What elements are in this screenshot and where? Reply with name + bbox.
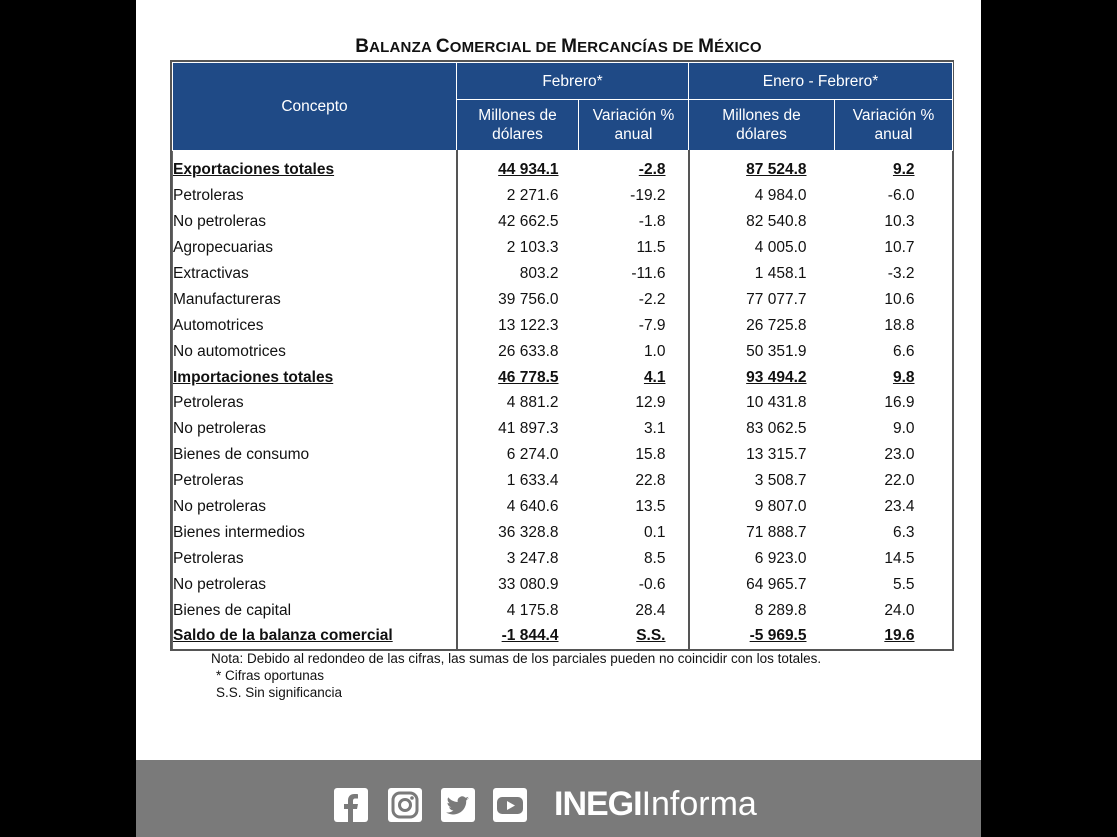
row-label	[173, 442, 457, 468]
row-feb-variacion	[579, 261, 689, 287]
row-feb-variacion-text: 3.1	[643, 420, 666, 438]
row-feb-millones-text: 13 122.3	[498, 316, 559, 334]
row-feb-millones-text: 33 080.9	[498, 575, 559, 593]
inegi-informa-logo	[554, 784, 757, 824]
header-period-febrero: Febrero*	[457, 63, 689, 100]
table-row	[173, 235, 953, 261]
row-label-text: Bienes intermedios	[173, 523, 305, 541]
row-feb-variacion	[579, 151, 689, 183]
row-feb-variacion-text: -1.8	[638, 213, 666, 231]
row-feb-millones	[457, 338, 579, 364]
table-row	[173, 519, 953, 545]
row-feb-millones	[457, 519, 579, 545]
row-label	[173, 261, 457, 287]
row-enefeb-variacion	[835, 519, 953, 545]
header-variacion-2: Variación % anual	[835, 100, 953, 151]
table-row	[173, 597, 953, 623]
row-label-text: Bienes de consumo	[173, 446, 310, 464]
table-title: BALANZA COMERCIAL DE MERCANCÍAS DE MÉXICO	[355, 36, 762, 57]
row-enefeb-variacion	[835, 151, 953, 183]
note-ss: S.S. Sin significancia	[216, 685, 343, 700]
table-row	[173, 338, 953, 364]
row-enefeb-variacion-text: 16.9	[884, 394, 915, 412]
row-feb-millones	[457, 442, 579, 468]
row-enefeb-variacion-text: 9.8	[892, 368, 915, 386]
row-feb-millones-text: 39 756.0	[498, 290, 559, 308]
twitter-icon[interactable]	[441, 788, 475, 822]
table-row	[173, 416, 953, 442]
header-concepto: Concepto	[173, 63, 457, 151]
row-label-text: No petroleras	[173, 498, 267, 516]
row-label-text: Automotrices	[173, 316, 264, 334]
facebook-icon[interactable]	[334, 788, 368, 822]
row-enefeb-variacion-text: 9.0	[892, 420, 915, 438]
row-enefeb-millones-text: 3 508.7	[754, 472, 807, 490]
row-enefeb-millones-text: 8 289.8	[754, 601, 807, 619]
row-label-text: No automotrices	[173, 342, 286, 360]
row-feb-millones	[457, 571, 579, 597]
row-enefeb-millones-text: 13 315.7	[746, 446, 807, 464]
row-enefeb-variacion-text: 6.6	[892, 342, 915, 360]
row-enefeb-variacion-text: 18.8	[884, 316, 915, 334]
row-enefeb-variacion-text: 6.3	[892, 523, 915, 541]
row-feb-millones	[457, 364, 579, 390]
row-enefeb-variacion	[835, 494, 953, 520]
youtube-icon[interactable]	[493, 788, 527, 822]
row-feb-variacion	[579, 519, 689, 545]
row-enefeb-variacion-text: -6.0	[887, 187, 915, 205]
row-enefeb-millones-text: -5 969.5	[749, 627, 807, 645]
row-enefeb-millones-text: 77 077.7	[746, 290, 807, 308]
row-feb-millones-text: 803.2	[519, 265, 559, 282]
header-millones-1: Millones de dólares	[457, 100, 579, 151]
row-label-text: Exportaciones totales	[173, 161, 335, 179]
row-label-text: Saldo de la balanza comercial	[173, 627, 393, 645]
row-feb-millones-text: 4 175.8	[506, 601, 559, 619]
row-enefeb-variacion	[835, 442, 953, 468]
row-enefeb-millones	[689, 209, 835, 235]
row-feb-variacion	[579, 597, 689, 623]
row-enefeb-variacion-text: 10.3	[884, 213, 915, 231]
table-row	[173, 390, 953, 416]
table-row	[173, 571, 953, 597]
row-enefeb-millones-text: 82 540.8	[746, 213, 807, 231]
row-enefeb-millones-text: 71 888.7	[746, 523, 807, 541]
row-label-text: No petroleras	[173, 575, 267, 593]
instagram-icon[interactable]	[388, 788, 422, 822]
row-label	[173, 597, 457, 623]
row-label	[173, 338, 457, 364]
row-feb-variacion-text: 11.5	[636, 239, 666, 257]
row-feb-millones-text: 44 934.1	[498, 161, 559, 179]
table-row	[173, 545, 953, 571]
row-feb-millones-text: 41 897.3	[498, 420, 559, 438]
row-feb-variacion-text: 8.5	[643, 549, 666, 567]
row-feb-variacion	[579, 545, 689, 571]
row-enefeb-variacion	[835, 364, 953, 390]
row-feb-variacion	[579, 442, 689, 468]
row-enefeb-variacion-text: 5.5	[892, 575, 915, 593]
row-enefeb-millones-text: 93 494.2	[746, 368, 807, 386]
row-feb-variacion	[579, 364, 689, 390]
row-enefeb-millones	[689, 235, 835, 261]
row-enefeb-millones	[689, 494, 835, 520]
row-enefeb-variacion	[835, 209, 953, 235]
row-feb-variacion	[579, 286, 689, 312]
row-feb-variacion	[579, 209, 689, 235]
row-feb-variacion	[579, 571, 689, 597]
table-row	[173, 468, 953, 494]
row-enefeb-millones	[689, 261, 835, 287]
row-enefeb-variacion	[835, 571, 953, 597]
row-enefeb-variacion	[835, 390, 953, 416]
row-feb-millones-text: 42 662.5	[498, 213, 559, 231]
document-page	[136, 0, 981, 760]
row-enefeb-millones	[689, 545, 835, 571]
row-feb-variacion-text: 22.8	[635, 472, 666, 490]
table-row	[173, 151, 953, 183]
row-label	[173, 151, 457, 183]
row-enefeb-variacion	[835, 261, 953, 287]
row-feb-millones	[457, 286, 579, 312]
row-feb-millones-text: 1 633.4	[506, 472, 559, 490]
row-enefeb-variacion	[835, 235, 953, 261]
row-feb-variacion-text: 0.1	[643, 523, 666, 541]
row-enefeb-variacion	[835, 338, 953, 364]
row-label	[173, 519, 457, 545]
row-enefeb-variacion-text: 14.5	[884, 549, 915, 567]
row-enefeb-millones-text: 6 923.0	[754, 549, 807, 567]
row-feb-variacion-text: -2.2	[638, 290, 666, 308]
row-feb-millones	[457, 468, 579, 494]
row-enefeb-variacion	[835, 597, 953, 623]
row-feb-millones-text: 6 274.0	[506, 446, 559, 464]
row-feb-variacion	[579, 338, 689, 364]
row-enefeb-millones	[689, 151, 835, 183]
row-feb-millones	[457, 545, 579, 571]
row-enefeb-variacion	[835, 416, 953, 442]
row-feb-variacion-text: -2.8	[638, 161, 666, 179]
row-feb-millones	[457, 151, 579, 183]
row-enefeb-variacion-text: 23.0	[884, 446, 915, 464]
row-label-text: Manufactureras	[173, 290, 281, 308]
row-enefeb-variacion	[835, 468, 953, 494]
row-feb-millones-text: 2 271.6	[506, 187, 559, 205]
table-notes	[211, 650, 821, 701]
table-row	[173, 623, 953, 649]
row-enefeb-millones-text: 50 351.9	[746, 342, 807, 360]
table-row	[173, 261, 953, 287]
row-enefeb-variacion-text: 19.6	[884, 627, 915, 645]
note-cifras: * Cifras oportunas	[216, 668, 325, 683]
row-enefeb-millones	[689, 623, 835, 649]
row-label-text: Importaciones totales	[173, 368, 334, 386]
row-feb-millones-text: 36 328.8	[498, 523, 559, 541]
row-enefeb-millones	[689, 312, 835, 338]
row-enefeb-millones-text: 87 524.8	[746, 161, 807, 179]
row-feb-variacion	[579, 312, 689, 338]
row-feb-millones	[457, 235, 579, 261]
row-feb-millones	[457, 209, 579, 235]
table-row	[173, 442, 953, 468]
brand-rest: Informa	[641, 785, 757, 823]
row-label	[173, 209, 457, 235]
row-enefeb-millones	[689, 338, 835, 364]
row-enefeb-variacion	[835, 286, 953, 312]
row-feb-millones	[457, 597, 579, 623]
row-enefeb-millones	[689, 597, 835, 623]
row-enefeb-variacion-text: -3.2	[887, 265, 915, 282]
row-feb-millones-text: 46 778.5	[498, 368, 559, 386]
row-enefeb-millones-text: 83 062.5	[746, 420, 807, 438]
row-feb-variacion-text: 1.0	[643, 342, 666, 360]
row-enefeb-variacion-text: 22.0	[884, 472, 915, 490]
row-label-text: No petroleras	[173, 420, 267, 438]
row-enefeb-millones-text: 1 458.1	[754, 265, 807, 282]
footer-bar	[136, 760, 981, 837]
note-rounding: Nota: Debido al redondeo de las cifras, las sumas de los parciales pueden no coincidir con los totales.	[211, 651, 822, 666]
row-feb-variacion-text: 28.4	[635, 601, 666, 619]
row-label	[173, 364, 457, 390]
row-feb-millones-text: 4 881.2	[506, 394, 559, 412]
row-label-text: Bienes de capital	[173, 601, 292, 619]
brand-bold: INEGI	[554, 785, 642, 823]
row-enefeb-variacion-text: 10.7	[884, 239, 915, 257]
table-row	[173, 312, 953, 338]
row-label-text: Petroleras	[173, 394, 244, 412]
row-enefeb-millones-text: 10 431.8	[746, 394, 807, 412]
row-label	[173, 183, 457, 209]
row-label	[173, 571, 457, 597]
row-enefeb-millones	[689, 390, 835, 416]
row-enefeb-millones	[689, 468, 835, 494]
row-enefeb-millones-text: 64 965.7	[746, 575, 807, 593]
row-feb-variacion-text: 13.5	[635, 498, 666, 516]
row-feb-millones	[457, 312, 579, 338]
row-label	[173, 312, 457, 338]
row-enefeb-millones	[689, 442, 835, 468]
row-label-text: Petroleras	[173, 472, 244, 490]
row-enefeb-millones	[689, 183, 835, 209]
row-enefeb-millones-text: 4 005.0	[754, 239, 807, 257]
table-row	[173, 183, 953, 209]
row-feb-millones-text: 4 640.6	[506, 498, 559, 516]
row-feb-variacion	[579, 468, 689, 494]
header-variacion-1: Variación % anual	[579, 100, 689, 151]
row-feb-variacion-text: -0.6	[638, 575, 666, 593]
table-row	[173, 286, 953, 312]
row-label-text: No petroleras	[173, 213, 267, 231]
header-period-enero-febrero: Enero - Febrero*	[689, 63, 953, 100]
row-feb-millones	[457, 183, 579, 209]
row-feb-variacion-text: -11.6	[631, 265, 666, 282]
row-label	[173, 468, 457, 494]
row-feb-variacion-text: 15.8	[635, 446, 666, 464]
row-enefeb-millones	[689, 416, 835, 442]
row-feb-variacion-text: -19.2	[630, 187, 666, 205]
trade-balance-table	[170, 60, 954, 651]
row-feb-variacion-text: -7.9	[638, 316, 666, 334]
row-feb-variacion	[579, 183, 689, 209]
row-feb-variacion-text: 12.9	[635, 394, 666, 412]
row-enefeb-millones	[689, 519, 835, 545]
row-feb-variacion-text: S.S.	[636, 627, 666, 645]
table-row	[173, 494, 953, 520]
row-feb-millones-text: 26 633.8	[498, 342, 559, 360]
table-row	[173, 209, 953, 235]
row-feb-millones	[457, 494, 579, 520]
row-feb-millones	[457, 416, 579, 442]
row-label	[173, 494, 457, 520]
row-enefeb-variacion-text: 23.4	[884, 498, 915, 516]
row-feb-variacion-text: 4.1	[643, 368, 666, 386]
row-label	[173, 235, 457, 261]
row-feb-millones-text: 2 103.3	[506, 239, 559, 257]
row-enefeb-variacion	[835, 623, 953, 649]
row-feb-variacion	[579, 623, 689, 649]
row-enefeb-variacion	[835, 183, 953, 209]
row-feb-millones-text: 3 247.8	[506, 549, 559, 567]
row-feb-millones	[457, 390, 579, 416]
row-enefeb-millones-text: 4 984.0	[754, 187, 807, 205]
row-feb-variacion	[579, 494, 689, 520]
row-label-text: Petroleras	[173, 549, 244, 567]
row-label	[173, 390, 457, 416]
row-enefeb-variacion	[835, 545, 953, 571]
row-feb-millones	[457, 623, 579, 649]
row-label-text: Extractivas	[173, 265, 249, 282]
row-enefeb-millones-text: 26 725.8	[746, 316, 807, 334]
header-millones-2: Millones de dólares	[689, 100, 835, 151]
row-enefeb-variacion	[835, 312, 953, 338]
row-label	[173, 286, 457, 312]
table-row	[173, 364, 953, 390]
row-enefeb-millones	[689, 364, 835, 390]
row-enefeb-variacion-text: 9.2	[892, 161, 915, 179]
row-label	[173, 416, 457, 442]
row-label-text: Petroleras	[173, 187, 244, 205]
row-label	[173, 623, 457, 649]
row-enefeb-millones	[689, 286, 835, 312]
row-feb-variacion	[579, 235, 689, 261]
row-feb-millones	[457, 261, 579, 287]
row-feb-variacion	[579, 416, 689, 442]
row-enefeb-variacion-text: 24.0	[884, 601, 915, 619]
row-label-text: Agropecuarias	[173, 239, 273, 257]
row-label	[173, 545, 457, 571]
row-enefeb-variacion-text: 10.6	[884, 290, 915, 308]
row-enefeb-millones-text: 9 807.0	[754, 498, 807, 516]
row-enefeb-millones	[689, 571, 835, 597]
row-feb-variacion	[579, 390, 689, 416]
row-feb-millones-text: -1 844.4	[501, 627, 559, 645]
